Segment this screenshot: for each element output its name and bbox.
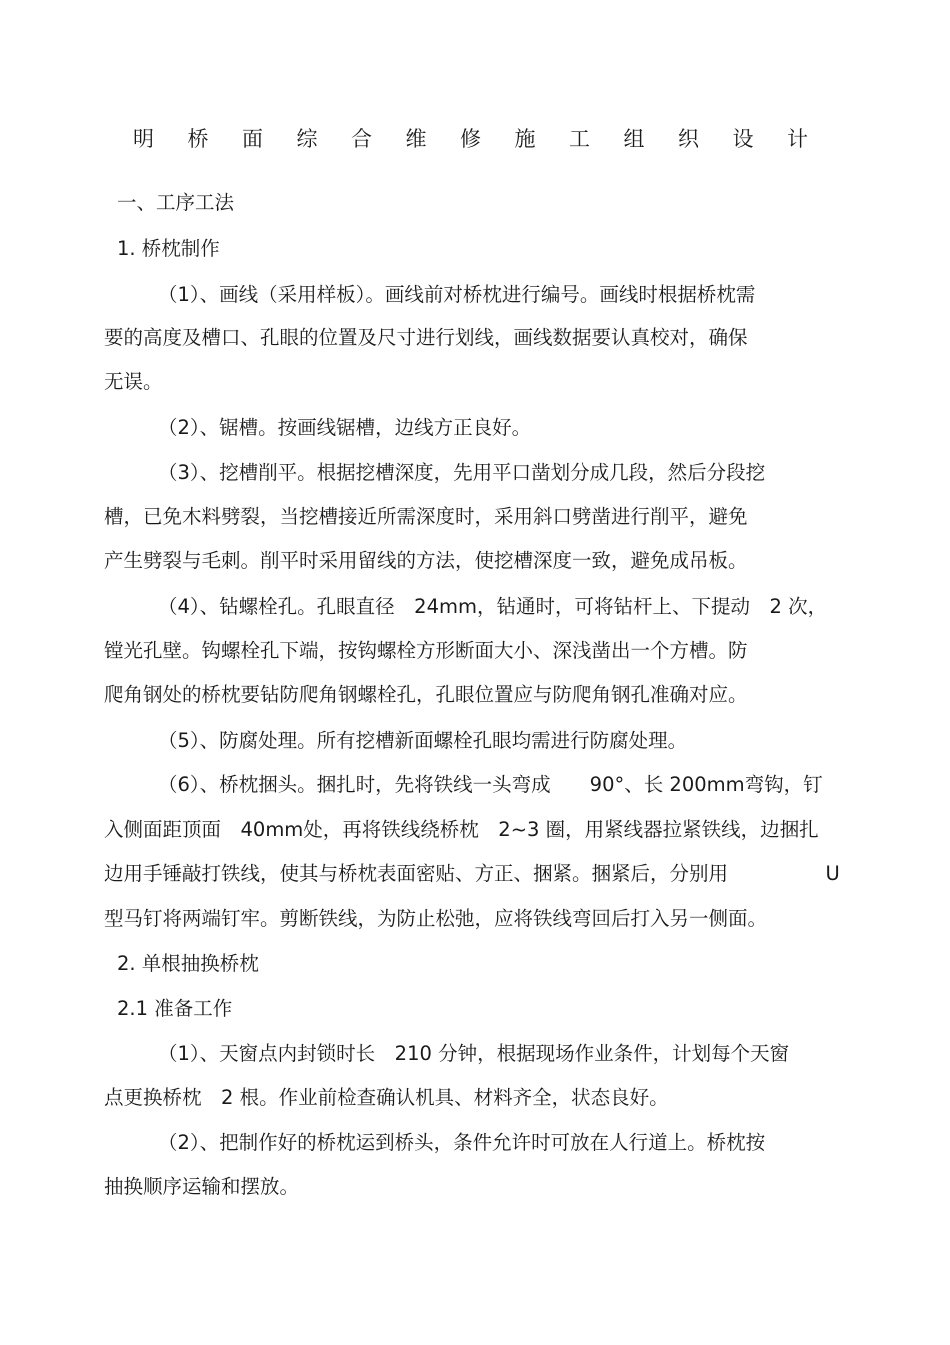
paragraph-line: 产生劈裂与毛刺。削平时采用留线的方法，使挖槽深度一致，避免成吊板。 xyxy=(104,549,748,572)
paragraph-line: 点更换桥枕 2 根。作业前检查确认机具、材料齐全，状态良好。 xyxy=(104,1086,669,1109)
paragraph-line: （4）、钻螺栓孔。孔眼直径 24mm，钻通时，可将钻杆上、下提动 2 次， xyxy=(158,595,828,618)
paragraph-line: （6）、桥枕捆头。捆扎时，先将铁线一头弯成 90°、长 200mm弯钩，钉 xyxy=(158,773,823,796)
paragraph-line: 抽换顺序运输和摆放。 xyxy=(104,1175,300,1198)
paragraph-line: 边用手锤敲打铁线，使其与桥枕表面密贴、方正、捆紧。捆紧后，分别用 U xyxy=(104,862,840,885)
subsection-heading: 2.1 准备工作 xyxy=(117,997,233,1020)
subsection-heading: 1. 桥枕制作 xyxy=(117,237,220,260)
section-heading: 一、工序工法 xyxy=(117,191,235,214)
paragraph-line: （2）、锯槽。按画线锯槽，边线方正良好。 xyxy=(158,416,532,439)
paragraph-line: 无误。 xyxy=(104,370,163,393)
paragraph-line: 镗光孔壁。钩螺栓孔下端，按钩螺栓方形断面大小、深浅凿出一个方槽。防 xyxy=(104,639,748,662)
paragraph-line: （3）、挖槽削平。根据挖槽深度，先用平口凿划分成几段，然后分段挖 xyxy=(158,461,766,484)
paragraph-line: （2）、把制作好的桥枕运到桥头，条件允许时可放在人行道上。桥枕按 xyxy=(158,1131,766,1154)
page-title: 明桥面综合维修施工组织设计 xyxy=(133,127,842,151)
paragraph-line: 入侧面距顶面 40mm处，再将铁线绕桥枕 2~3 圈，用紧线器拉紧铁线，边捆扎 xyxy=(104,818,819,841)
paragraph-line: 要的高度及槽口、孔眼的位置及尺寸进行划线，画线数据要认真校对，确保 xyxy=(104,326,748,349)
subsection-heading: 2. 单根抽换桥枕 xyxy=(117,952,259,975)
paragraph-line: （1）、画线（采用样板）。画线前对桥枕进行编号。画线时根据桥枕需 xyxy=(158,283,756,306)
paragraph-line: （5）、防腐处理。所有挖槽新面螺栓孔眼均需进行防腐处理。 xyxy=(158,729,688,752)
paragraph-line: （1）、天窗点内封锁时长 210 分钟，根据现场作业条件，计划每个天窗 xyxy=(158,1042,790,1065)
paragraph-line: 型马钉将两端钉牢。剪断铁线，为防止松弛，应将铁线弯回后打入另一侧面。 xyxy=(104,907,768,930)
paragraph-line: 爬角钢处的桥枕要钻防爬角钢螺栓孔，孔眼位置应与防爬角钢孔准确对应。 xyxy=(104,683,748,706)
paragraph-line: 槽，已免木料劈裂，当挖槽接近所需深度时，采用斜口劈凿进行削平，避免 xyxy=(104,505,748,528)
